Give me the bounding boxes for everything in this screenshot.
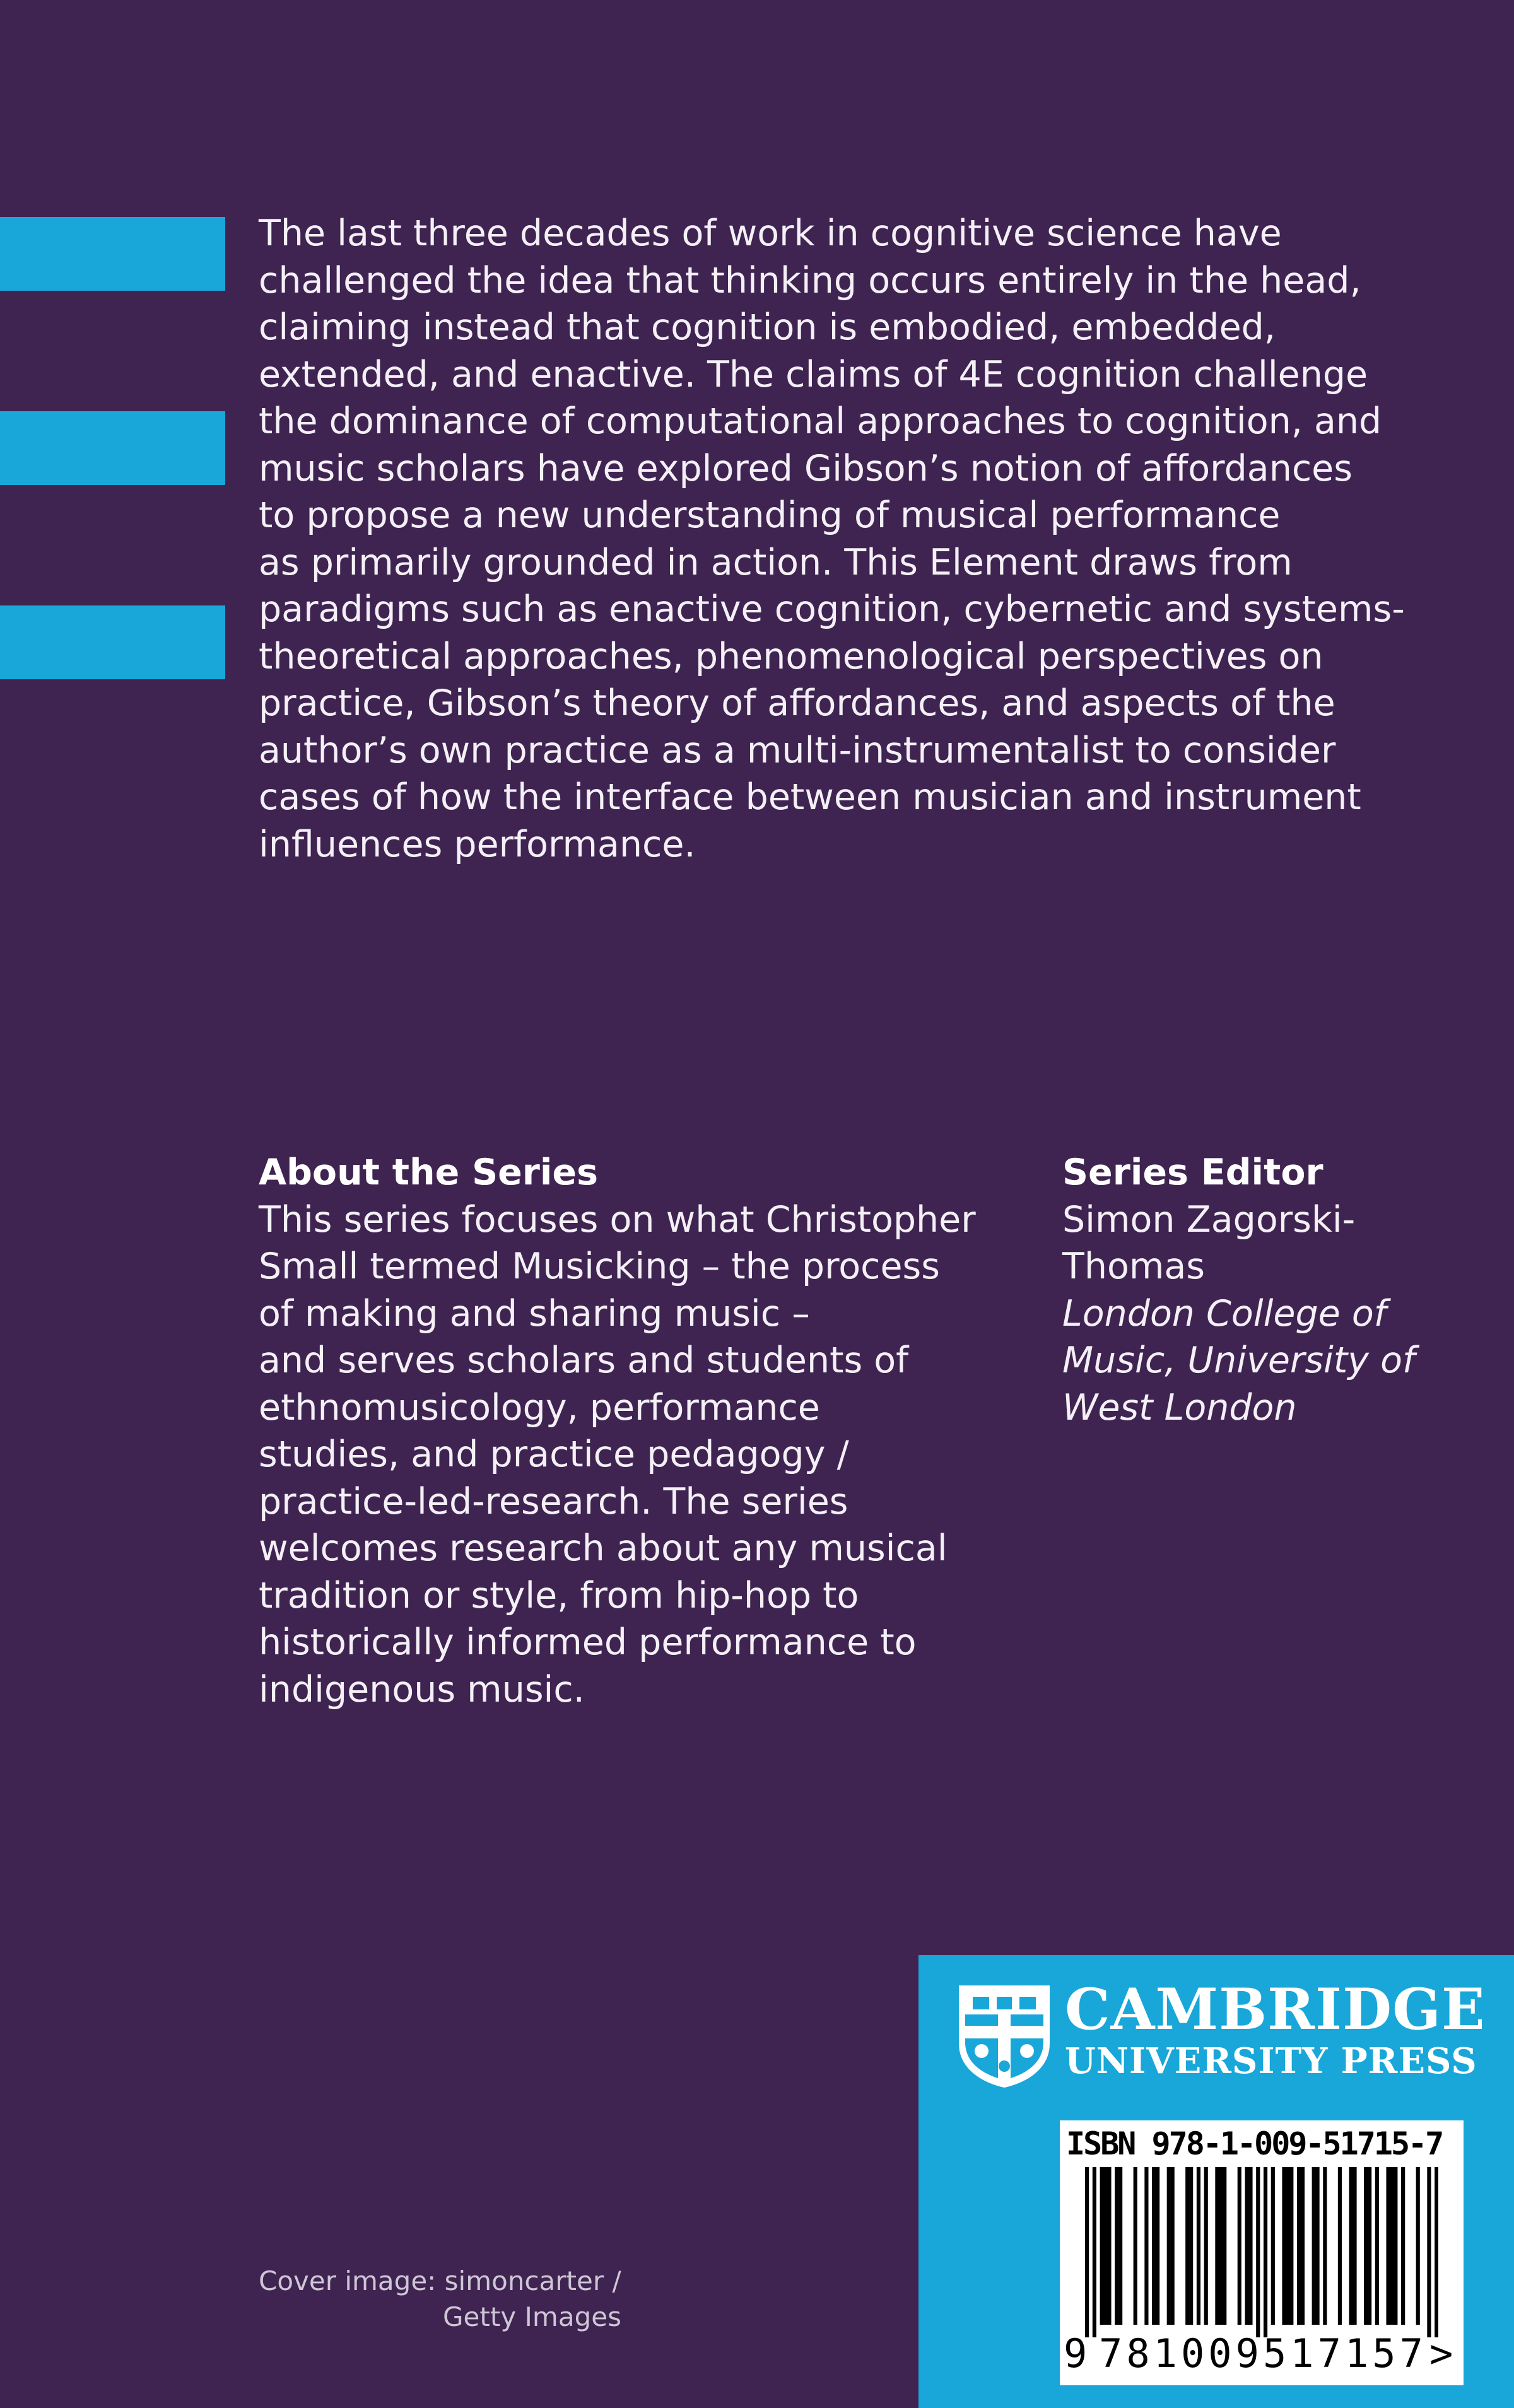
barcode-bar [1245, 2167, 1248, 2325]
editor-affiliation-line: West London [1062, 1386, 1297, 1429]
barcode-bar [1103, 2167, 1107, 2325]
description-line: to propose a new understanding of musical performance [259, 494, 1281, 536]
description-line: challenged the idea that thinking occurs entirely in the head, [259, 259, 1361, 301]
credit-line: Cover image: simoncarter / [259, 2265, 621, 2296]
barcode-bar [1152, 2167, 1156, 2325]
barcode-bar [1390, 2167, 1394, 2325]
barcode-bar [1416, 2167, 1420, 2325]
barcode-bar [1204, 2167, 1208, 2325]
barcode-bar [1156, 2167, 1159, 2325]
about-series-line: historically informed performance to [259, 1622, 917, 1663]
barcode-arrow: > [1429, 2330, 1453, 2376]
book-description [259, 210, 1419, 868]
barcode-bar [1256, 2167, 1260, 2337]
about-series-line: welcomes research about any musical [259, 1528, 948, 1569]
barcode-bar [1301, 2167, 1305, 2325]
accent-bar-1 [0, 217, 225, 291]
barcode-bar [1297, 2167, 1301, 2325]
barcode-bar [1427, 2167, 1431, 2337]
publisher-panel [918, 1955, 1514, 2408]
barcode-bar [1271, 2167, 1275, 2325]
description-line: paradigms such as enactive cognition, cybernetic and systems- [259, 588, 1405, 630]
isbn-barcode [1060, 2120, 1464, 2385]
accent-bar-2 [0, 411, 225, 485]
description-line: extended, and enactive. The claims of 4E cognition challenge [259, 353, 1368, 395]
barcode-bar [1219, 2167, 1223, 2325]
editor-affiliation-line: Music, University of [1062, 1340, 1416, 1381]
series-editor-heading: Series Editor [1062, 1152, 1323, 1193]
barcode-bar [1189, 2167, 1193, 2325]
description-line: cases of how the interface between musician and instrument [259, 776, 1361, 818]
description-line: claiming instead that cognition is embodied, embedded, [259, 307, 1276, 348]
about-series-line: ethnomusicology, performance [259, 1386, 820, 1429]
barcode-bar [1289, 2167, 1293, 2325]
description-line: the dominance of computational approaches to cognition, and [259, 400, 1382, 442]
barcode-bar [1134, 2167, 1137, 2325]
barcode-bar [1264, 2167, 1267, 2337]
about-series-line: and serves scholars and students of [259, 1340, 909, 1381]
editor-affiliation-line: London College of [1062, 1292, 1387, 1335]
about-series-line: Small termed Musicking – the process [259, 1246, 940, 1287]
publisher-name: CAMBRIDGE [1065, 1976, 1486, 2043]
series-editor [1062, 1149, 1453, 1431]
barcode-bar [1144, 2167, 1148, 2325]
barcode-bar [1107, 2167, 1111, 2325]
barcode-bar [1401, 2167, 1405, 2325]
about-series-line: tradition or style, from hip-hop to [259, 1574, 859, 1616]
about-series-line: practice-led-research. The series [259, 1480, 848, 1523]
barcode-bar [1085, 2167, 1089, 2337]
barcode-bar [1238, 2167, 1241, 2325]
barcode-bar [1100, 2167, 1104, 2325]
barcode-bar [1171, 2167, 1175, 2325]
barcode-bar [1364, 2167, 1368, 2325]
description-line: music scholars have explored Gibson’s notion of affordances [259, 447, 1353, 489]
barcode-bar [1338, 2167, 1342, 2325]
barcode-bar [1353, 2167, 1356, 2325]
barcode-bar [1312, 2167, 1316, 2325]
barcode-bar [1248, 2167, 1252, 2325]
barcode-bar [1386, 2167, 1390, 2325]
barcode-lead-digit: 9 [1064, 2330, 1088, 2376]
about-series-text [259, 1196, 1003, 1714]
barcode-bar [1215, 2167, 1219, 2325]
barcode-bars [1085, 2167, 1438, 2337]
description-line: author’s own practice as a multi-instrumentalist to consider [259, 729, 1336, 771]
editor-name-line: Thomas [1062, 1246, 1205, 1287]
barcode-bar [1282, 2167, 1286, 2325]
description-line: influences performance. [259, 823, 696, 865]
barcode-bar [1375, 2167, 1379, 2325]
barcode-bar [1323, 2167, 1327, 2325]
description-line: The last three decades of work in cognitive science have [259, 213, 1282, 254]
barcode-bar [1167, 2167, 1171, 2325]
barcode-bar [1115, 2167, 1118, 2325]
about-the-series [259, 1149, 1003, 1713]
barcode-bar [1197, 2167, 1200, 2325]
about-series-line: indigenous music. [259, 1668, 585, 1710]
accent-bar-3 [0, 605, 225, 679]
about-series-heading: About the Series [259, 1152, 599, 1193]
barcode-bar [1093, 2167, 1096, 2337]
isbn-label: ISBN 978-1-009-51715-7 [1066, 2125, 1443, 2162]
barcode-bar [1286, 2167, 1289, 2325]
barcode-digits: 781009517157 [1099, 2330, 1427, 2376]
about-series-line: studies, and practice pedagogy / [259, 1434, 849, 1475]
barcode-bar [1315, 2167, 1319, 2325]
barcode-bar [1223, 2167, 1226, 2325]
university-crest-icon [956, 1983, 1052, 2089]
barcode-bar [1118, 2167, 1122, 2325]
barcode-bar [1435, 2167, 1438, 2337]
credit-line: Getty Images [443, 2301, 621, 2332]
barcode-bar [1368, 2167, 1371, 2325]
cover-image-credit [259, 2263, 637, 2335]
series-editor-text [1062, 1196, 1453, 1432]
about-series-line: This series focuses on what Christopher [259, 1198, 976, 1241]
barcode-bar [1394, 2167, 1397, 2325]
barcode-bar [1185, 2167, 1189, 2325]
publisher-subtitle: UNIVERSITY PRESS [1065, 2040, 1477, 2082]
barcode-bar [1349, 2167, 1353, 2325]
description-line: practice, Gibson’s theory of affordances, and aspects of the [259, 682, 1335, 724]
description-line: theoretical approaches, phenomenological perspectives on [259, 635, 1323, 677]
description-line: as primarily grounded in action. This Element draws from [259, 541, 1293, 583]
editor-name-line: Simon Zagorski- [1062, 1198, 1356, 1241]
about-series-line: of making and sharing music – [259, 1292, 810, 1335]
